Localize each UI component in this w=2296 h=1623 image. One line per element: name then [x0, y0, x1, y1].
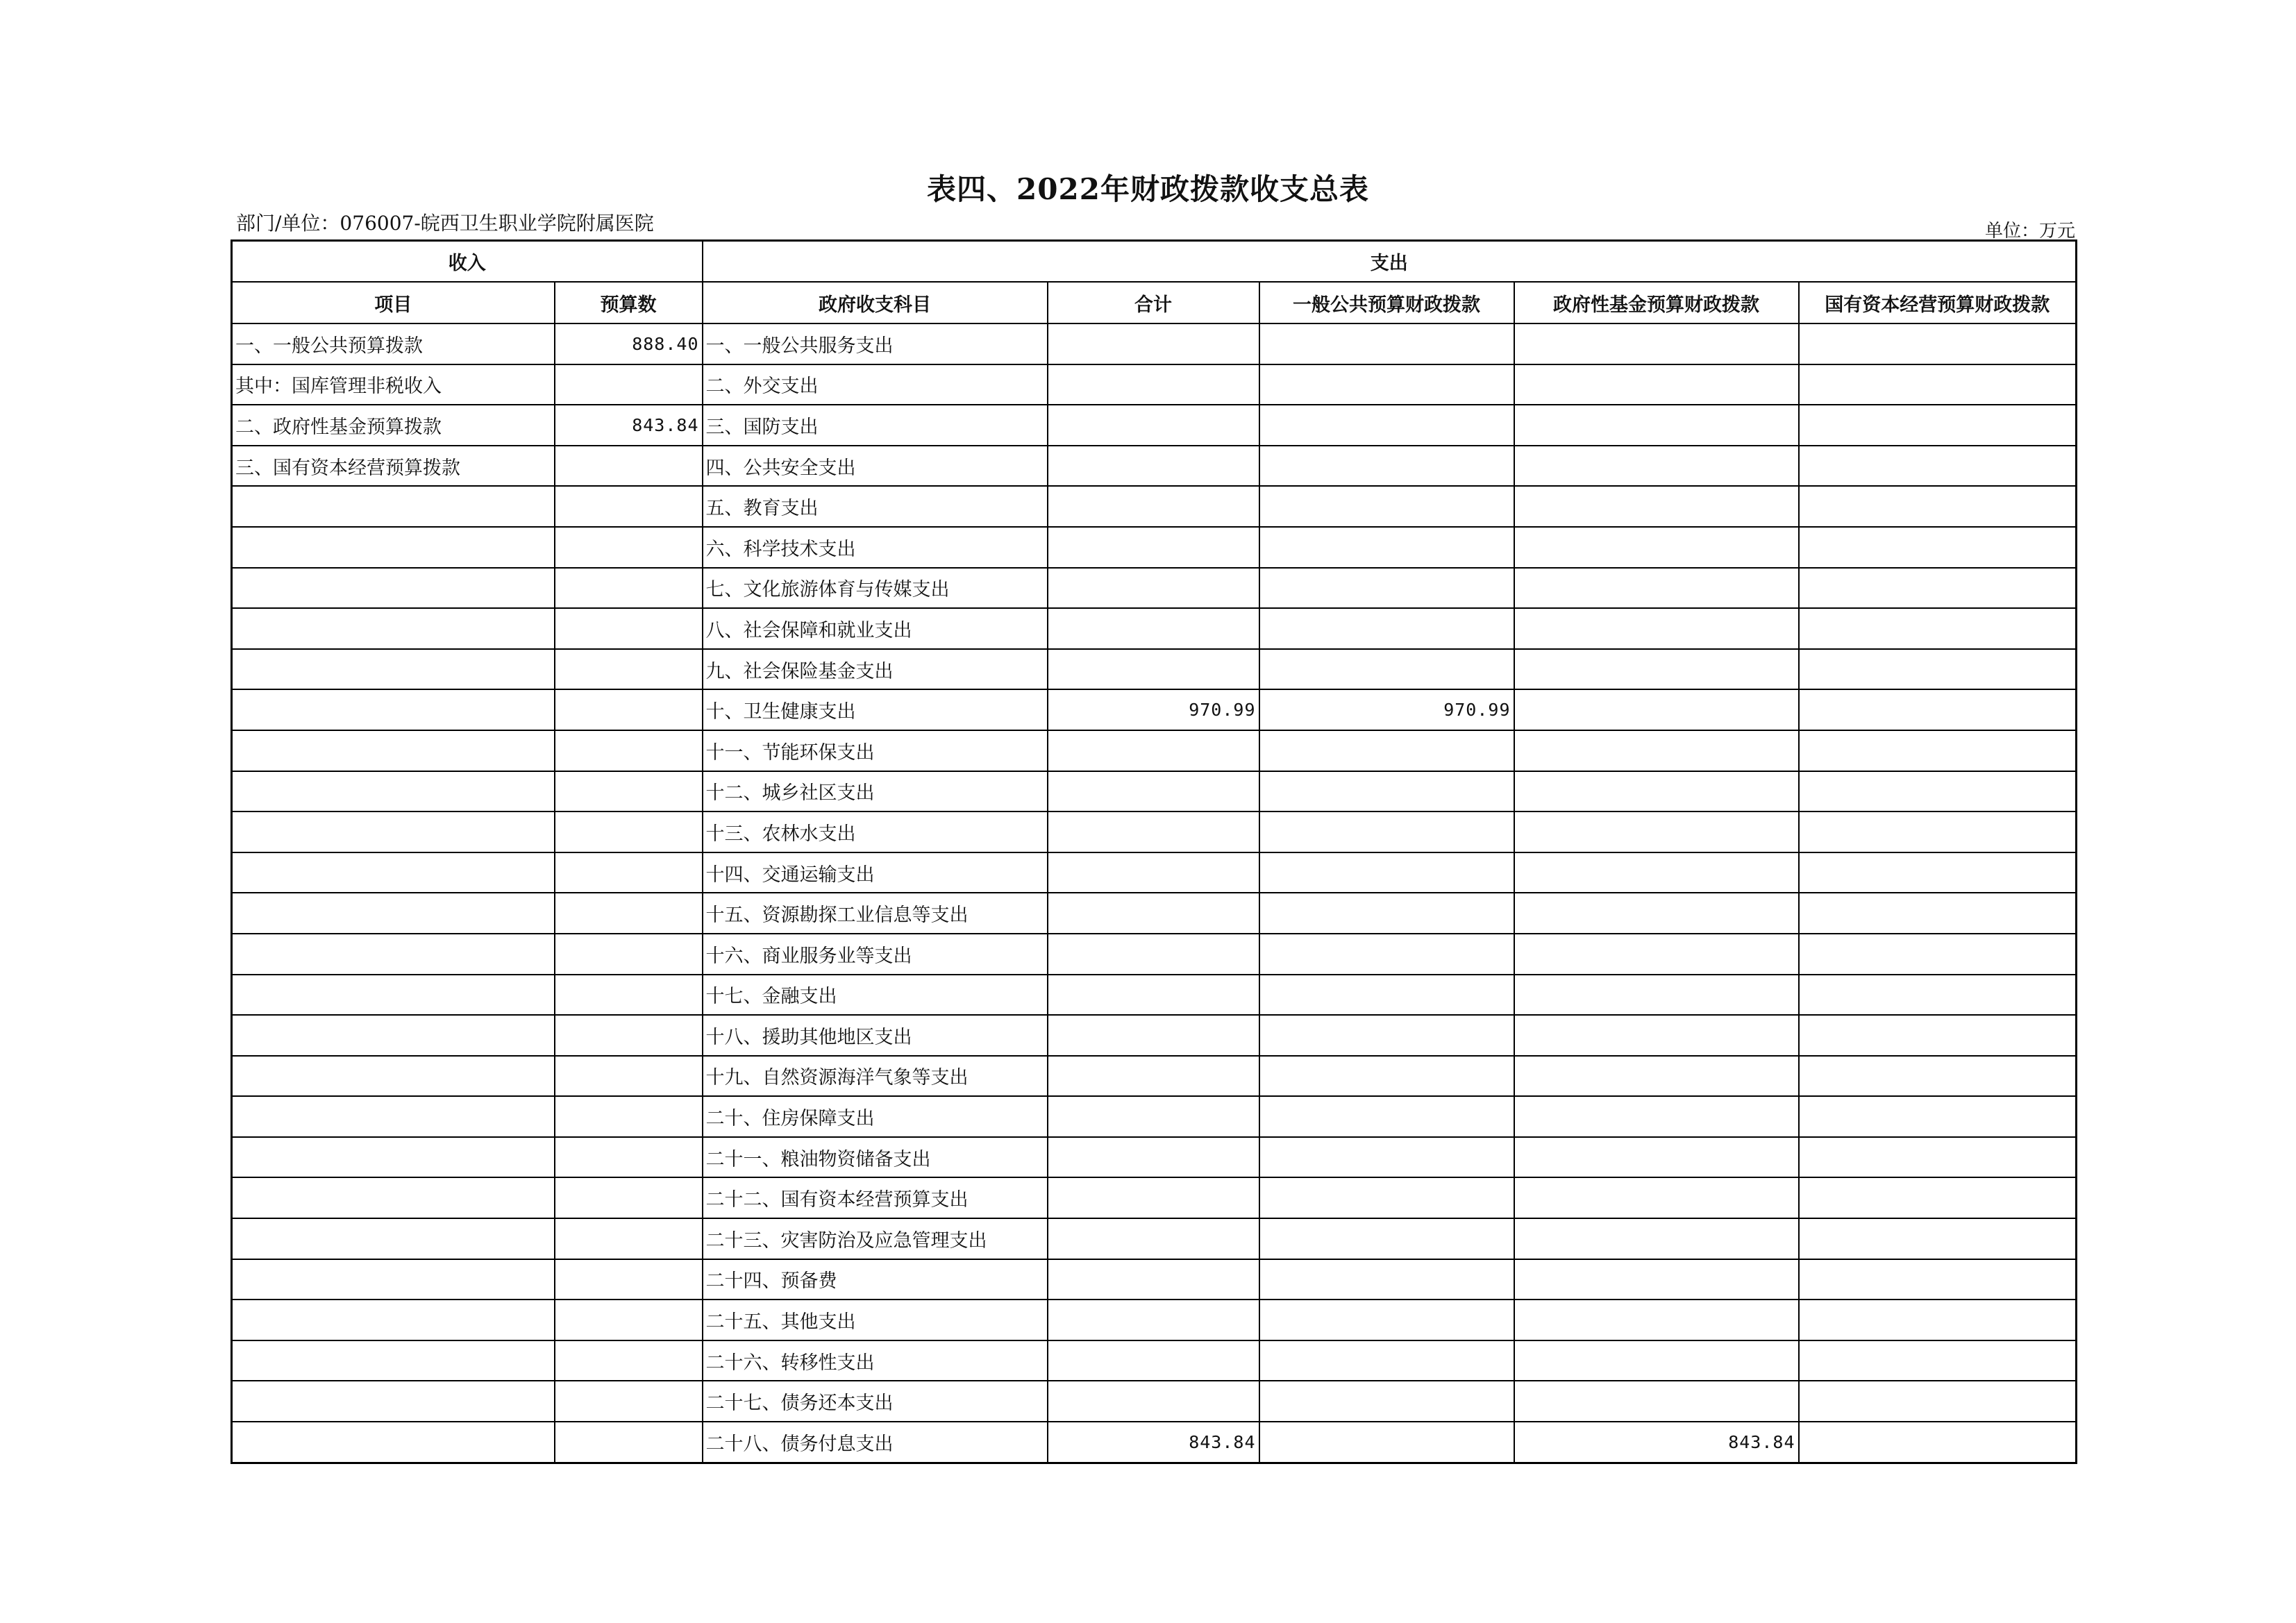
general-cell — [1259, 364, 1514, 405]
subject-cell: 二十四、预备费 — [703, 1259, 1048, 1300]
fund-cell — [1514, 1300, 1799, 1340]
header-budget: 预算数 — [555, 282, 703, 323]
income-value-cell — [555, 689, 703, 730]
state-cell — [1799, 568, 2077, 609]
general-cell — [1259, 1015, 1514, 1056]
income-item-cell — [232, 1300, 555, 1340]
unit-label: 单位：万元 — [1984, 221, 2075, 242]
fund-cell — [1514, 608, 1799, 649]
general-cell — [1259, 323, 1514, 364]
table-row — [232, 852, 2077, 893]
subject-cell: 二十五、其他支出 — [703, 1300, 1048, 1340]
general-cell — [1259, 527, 1514, 568]
subject-cell: 二十六、转移性支出 — [703, 1340, 1048, 1381]
income-value-cell — [555, 364, 703, 405]
income-item-cell — [232, 934, 555, 975]
income-item-cell — [232, 1340, 555, 1381]
income-item-cell — [232, 486, 555, 527]
state-cell — [1799, 1218, 2077, 1259]
total-cell — [1048, 446, 1259, 487]
income-value-cell — [555, 812, 703, 852]
general-cell — [1259, 771, 1514, 812]
general-cell — [1259, 1381, 1514, 1422]
subject-cell: 三、国防支出 — [703, 405, 1048, 446]
general-cell — [1259, 975, 1514, 1016]
table-row — [232, 771, 2077, 812]
state-cell — [1799, 1300, 2077, 1340]
general-cell — [1259, 1177, 1514, 1218]
table-row — [232, 568, 2077, 609]
state-cell — [1799, 1422, 2077, 1463]
total-cell — [1048, 1056, 1259, 1097]
table-row — [232, 730, 2077, 771]
subject-cell: 二十、住房保障支出 — [703, 1096, 1048, 1137]
state-cell — [1799, 323, 2077, 364]
header-item: 项目 — [232, 282, 555, 323]
state-cell — [1799, 1381, 2077, 1422]
table-row — [232, 1422, 2077, 1463]
fund-cell — [1514, 852, 1799, 893]
total-cell — [1048, 771, 1259, 812]
fund-cell — [1514, 486, 1799, 527]
subject-cell: 八、社会保障和就业支出 — [703, 608, 1048, 649]
fund-cell — [1514, 1340, 1799, 1381]
total-cell — [1048, 1177, 1259, 1218]
state-cell — [1799, 486, 2077, 527]
header-state: 国有资本经营预算财政拨款 — [1799, 282, 2077, 323]
general-cell — [1259, 893, 1514, 934]
table-row — [232, 812, 2077, 852]
fund-cell — [1514, 1259, 1799, 1300]
subject-cell: 十六、商业服务业等支出 — [703, 934, 1048, 975]
income-value-cell — [555, 1259, 703, 1300]
fund-cell — [1514, 568, 1799, 609]
fund-cell — [1514, 405, 1799, 446]
income-item-cell — [232, 1137, 555, 1178]
state-cell — [1799, 771, 2077, 812]
fund-cell — [1514, 1218, 1799, 1259]
fund-cell — [1514, 730, 1799, 771]
department-label: 部门/单位：076007-皖西卫生职业学院附属医院 — [236, 212, 654, 235]
income-value-cell — [555, 893, 703, 934]
state-cell — [1799, 730, 2077, 771]
subject-cell: 十五、资源勘探工业信息等支出 — [703, 893, 1048, 934]
state-cell — [1799, 1259, 2077, 1300]
income-item-cell — [232, 975, 555, 1016]
state-cell — [1799, 1177, 2077, 1218]
table-row — [232, 1300, 2077, 1340]
total-cell — [1048, 1096, 1259, 1137]
total-cell — [1048, 812, 1259, 852]
income-value-cell: 888.40 — [555, 323, 703, 364]
table-row — [232, 649, 2077, 690]
total-cell — [1048, 730, 1259, 771]
income-item-cell — [232, 689, 555, 730]
income-value-cell — [555, 1177, 703, 1218]
general-cell — [1259, 852, 1514, 893]
subject-cell: 四、公共安全支出 — [703, 446, 1048, 487]
general-cell — [1259, 812, 1514, 852]
total-cell: 970.99 — [1048, 689, 1259, 730]
general-cell — [1259, 1340, 1514, 1381]
income-item-cell — [232, 812, 555, 852]
income-item-cell: 其中：国库管理非税收入 — [232, 364, 555, 405]
expense-group-header: 支出 — [703, 241, 2077, 283]
income-value-cell — [555, 934, 703, 975]
income-item-cell — [232, 852, 555, 893]
subject-cell: 十二、城乡社区支出 — [703, 771, 1048, 812]
table-row — [232, 1218, 2077, 1259]
income-value-cell — [555, 1422, 703, 1463]
subject-cell: 十四、交通运输支出 — [703, 852, 1048, 893]
header-fund: 政府性基金预算财政拨款 — [1514, 282, 1799, 323]
fund-cell — [1514, 527, 1799, 568]
fund-cell — [1514, 1015, 1799, 1056]
page-title: 表四、2022年财政拨款收支总表 — [927, 172, 1369, 206]
budget-table — [231, 239, 2077, 1464]
state-cell — [1799, 1137, 2077, 1178]
state-cell — [1799, 689, 2077, 730]
income-item-cell — [232, 1015, 555, 1056]
table-row — [232, 1096, 2077, 1137]
state-cell — [1799, 608, 2077, 649]
state-cell — [1799, 934, 2077, 975]
subject-cell: 十七、金融支出 — [703, 975, 1048, 1016]
state-cell — [1799, 1056, 2077, 1097]
general-cell — [1259, 405, 1514, 446]
table-row — [232, 527, 2077, 568]
subject-cell: 一、一般公共服务支出 — [703, 323, 1048, 364]
table-row — [232, 1015, 2077, 1056]
fund-cell — [1514, 323, 1799, 364]
income-value-cell — [555, 1340, 703, 1381]
state-cell — [1799, 446, 2077, 487]
total-cell — [1048, 893, 1259, 934]
total-cell — [1048, 1015, 1259, 1056]
total-cell — [1048, 934, 1259, 975]
income-item-cell — [232, 1218, 555, 1259]
state-cell — [1799, 1015, 2077, 1056]
subject-cell: 二十二、国有资本经营预算支出 — [703, 1177, 1048, 1218]
subject-cell: 十三、农林水支出 — [703, 812, 1048, 852]
general-cell: 970.99 — [1259, 689, 1514, 730]
income-value-cell — [555, 771, 703, 812]
general-cell — [1259, 730, 1514, 771]
income-value-cell — [555, 1300, 703, 1340]
table-row — [232, 1259, 2077, 1300]
income-item-cell — [232, 893, 555, 934]
fund-cell — [1514, 1137, 1799, 1178]
income-value-cell — [555, 1137, 703, 1178]
fund-cell — [1514, 1096, 1799, 1137]
state-cell — [1799, 893, 2077, 934]
income-value-cell — [555, 527, 703, 568]
income-item-cell — [232, 1381, 555, 1422]
general-cell — [1259, 1137, 1514, 1178]
state-cell — [1799, 1096, 2077, 1137]
general-cell — [1259, 934, 1514, 975]
general-cell — [1259, 1056, 1514, 1097]
fund-cell — [1514, 689, 1799, 730]
general-cell — [1259, 568, 1514, 609]
total-cell — [1048, 486, 1259, 527]
subject-cell: 二、外交支出 — [703, 364, 1048, 405]
fund-cell — [1514, 1381, 1799, 1422]
table-row — [232, 405, 2077, 446]
income-value-cell — [555, 1096, 703, 1137]
total-cell — [1048, 1381, 1259, 1422]
total-cell: 843.84 — [1048, 1422, 1259, 1463]
subject-cell: 十、卫生健康支出 — [703, 689, 1048, 730]
income-group-header: 收入 — [232, 241, 703, 283]
fund-cell — [1514, 812, 1799, 852]
total-cell — [1048, 323, 1259, 364]
subject-cell: 二十八、债务付息支出 — [703, 1422, 1048, 1463]
fund-cell — [1514, 893, 1799, 934]
table-row — [232, 1056, 2077, 1097]
table-body — [232, 323, 2077, 1463]
general-cell — [1259, 1218, 1514, 1259]
header-subject: 政府收支科目 — [703, 282, 1048, 323]
income-item-cell — [232, 568, 555, 609]
total-cell — [1048, 364, 1259, 405]
table-row — [232, 893, 2077, 934]
fund-cell — [1514, 975, 1799, 1016]
general-cell — [1259, 1422, 1514, 1463]
subject-cell: 六、科学技术支出 — [703, 527, 1048, 568]
total-cell — [1048, 649, 1259, 690]
table-row — [232, 689, 2077, 730]
state-cell — [1799, 649, 2077, 690]
state-cell — [1799, 975, 2077, 1016]
fund-cell — [1514, 771, 1799, 812]
table-row — [232, 934, 2077, 975]
total-cell — [1048, 1137, 1259, 1178]
subject-cell: 二十三、灾害防治及应急管理支出 — [703, 1218, 1048, 1259]
table-row — [232, 1137, 2077, 1178]
income-value-cell: 843.84 — [555, 405, 703, 446]
column-header-row — [232, 282, 2077, 323]
subject-cell: 十一、节能环保支出 — [703, 730, 1048, 771]
income-item-cell — [232, 608, 555, 649]
general-cell — [1259, 446, 1514, 487]
fund-cell — [1514, 649, 1799, 690]
fund-cell — [1514, 364, 1799, 405]
total-cell — [1048, 975, 1259, 1016]
table-row — [232, 1177, 2077, 1218]
income-value-cell — [555, 1218, 703, 1259]
header-total: 合计 — [1048, 282, 1259, 323]
group-header-row — [232, 241, 2077, 283]
total-cell — [1048, 852, 1259, 893]
income-value-cell — [555, 1056, 703, 1097]
total-cell — [1048, 1340, 1259, 1381]
fund-cell — [1514, 1177, 1799, 1218]
subject-cell: 十九、自然资源海洋气象等支出 — [703, 1056, 1048, 1097]
state-cell — [1799, 852, 2077, 893]
general-cell — [1259, 486, 1514, 527]
income-value-cell — [555, 608, 703, 649]
subject-cell: 十八、援助其他地区支出 — [703, 1015, 1048, 1056]
income-item-cell — [232, 1177, 555, 1218]
income-value-cell — [555, 852, 703, 893]
subject-cell: 二十七、债务还本支出 — [703, 1381, 1048, 1422]
total-cell — [1048, 527, 1259, 568]
state-cell — [1799, 364, 2077, 405]
income-value-cell — [555, 568, 703, 609]
table-row — [232, 1381, 2077, 1422]
income-value-cell — [555, 486, 703, 527]
table-row — [232, 323, 2077, 364]
income-item-cell — [232, 730, 555, 771]
table-row — [232, 446, 2077, 487]
income-item-cell — [232, 527, 555, 568]
table-row — [232, 608, 2077, 649]
income-value-cell — [555, 1381, 703, 1422]
general-cell — [1259, 1259, 1514, 1300]
total-cell — [1048, 405, 1259, 446]
table-row — [232, 486, 2077, 527]
table-row — [232, 1340, 2077, 1381]
fund-cell — [1514, 934, 1799, 975]
income-value-cell — [555, 446, 703, 487]
income-item-cell: 二、政府性基金预算拨款 — [232, 405, 555, 446]
table-row — [232, 364, 2077, 405]
total-cell — [1048, 1259, 1259, 1300]
general-cell — [1259, 1096, 1514, 1137]
income-item-cell — [232, 771, 555, 812]
income-item-cell — [232, 1259, 555, 1300]
income-value-cell — [555, 975, 703, 1016]
subject-cell: 九、社会保险基金支出 — [703, 649, 1048, 690]
total-cell — [1048, 1218, 1259, 1259]
income-value-cell — [555, 730, 703, 771]
fund-cell — [1514, 1056, 1799, 1097]
subject-cell: 五、教育支出 — [703, 486, 1048, 527]
income-value-cell — [555, 1015, 703, 1056]
total-cell — [1048, 608, 1259, 649]
fund-cell — [1514, 446, 1799, 487]
header-general: 一般公共预算财政拨款 — [1259, 282, 1514, 323]
subject-cell: 二十一、粮油物资储备支出 — [703, 1137, 1048, 1178]
income-item-cell — [232, 1422, 555, 1463]
income-item-cell — [232, 649, 555, 690]
state-cell — [1799, 812, 2077, 852]
fund-cell: 843.84 — [1514, 1422, 1799, 1463]
total-cell — [1048, 568, 1259, 609]
income-value-cell — [555, 649, 703, 690]
general-cell — [1259, 649, 1514, 690]
state-cell — [1799, 527, 2077, 568]
table-row — [232, 975, 2077, 1016]
state-cell — [1799, 405, 2077, 446]
state-cell — [1799, 1340, 2077, 1381]
income-item-cell — [232, 1096, 555, 1137]
income-item-cell: 一、一般公共预算拨款 — [232, 323, 555, 364]
income-item-cell — [232, 1056, 555, 1097]
subject-cell: 七、文化旅游体育与传媒支出 — [703, 568, 1048, 609]
total-cell — [1048, 1300, 1259, 1340]
income-item-cell: 三、国有资本经营预算拨款 — [232, 446, 555, 487]
general-cell — [1259, 1300, 1514, 1340]
general-cell — [1259, 608, 1514, 649]
